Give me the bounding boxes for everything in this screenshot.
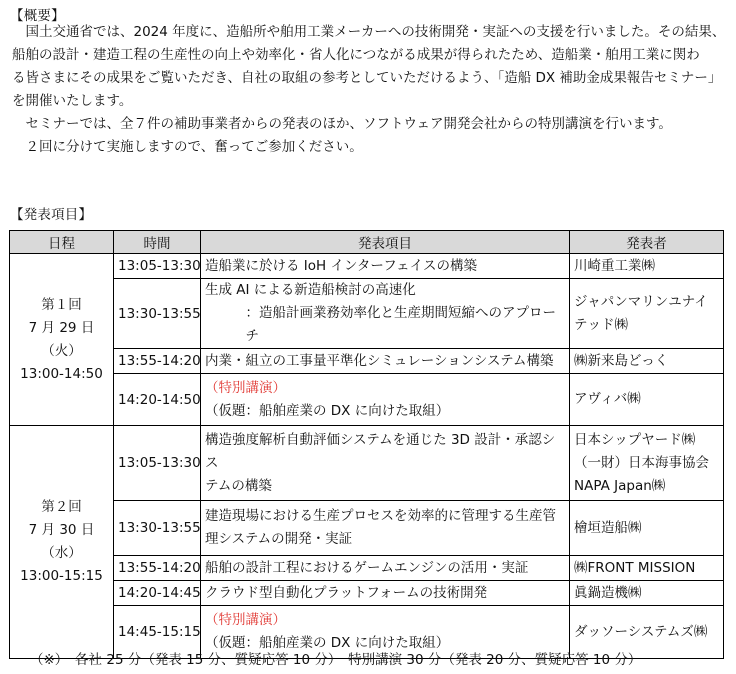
topic-line: （仮題：船舶産業の DX に向けた取組） [205,402,450,419]
overview-line: ２回に分けて実施しますので、奮ってご参加ください。 [25,139,363,155]
table-row [10,254,724,279]
time-cell: 13:05-13:30 [114,254,201,279]
presenter-cell [570,556,724,581]
topic-cell [201,349,570,374]
table-header-row [10,231,724,254]
topic-cell [201,279,570,349]
table-row [10,279,724,349]
topic-cell [201,501,570,556]
presenter-cell [570,279,724,349]
schedule-table [9,230,724,659]
session-hours: 13:00-14:50 [20,365,103,382]
topic-cell [201,426,570,501]
presenter-line: 川崎重工業㈱ [574,257,655,274]
presenter-cell [570,501,724,556]
topic-line: 生成 AI による新造船検討の高速化 [205,282,416,298]
presenter-line: NAPA Japan㈱ [574,477,666,494]
presenter-cell [570,426,724,501]
table-row [10,349,724,374]
overview-line: を開催いたします。 [12,93,133,109]
topic-cell [201,556,570,581]
presenter-line: アヴィバ㈱ [574,391,641,407]
session-cell [10,426,114,659]
header-topic: 発表項目 [201,231,570,254]
table-row [10,581,724,606]
table-row [10,556,724,581]
table-row [10,426,724,501]
presenter-cell [570,349,724,374]
header-time: 時間 [114,231,201,254]
time-cell: 13:05-13:30 [114,426,201,501]
time-cell: 13:30-13:55 [114,501,201,556]
topic-cell [201,254,570,279]
overview-line: セミナーでは、全７件の補助事業者からの発表のほか、ソフトウェア開発会社からの特別講演を行います。 [25,116,672,132]
time-cell: 13:55-14:20 [114,556,201,581]
time-cell: 14:20-14:45 [114,581,201,606]
overview-paragraph [12,21,728,159]
topic-line: 建造現場における生産プロセスを効率的に管理する生産管 [205,508,556,524]
topic-line: 内業・組立の工事量平準化シミュレーションシステム構築 [205,352,554,369]
topic-cell [201,581,570,606]
time-cell: 13:30-13:55 [114,279,201,349]
topic-subtitle: ：造船計画業務効率化と生産期間短縮へのアプローチ [245,305,556,344]
time-cell: 14:20-14:50 [114,374,201,426]
session-cell [10,254,114,426]
topic-cell [201,374,570,426]
header-presenter: 発表者 [570,231,724,254]
presenter-line: （一財）日本海事協会 [574,454,709,471]
presenter-cell [570,254,724,279]
topic-line: 造船業に於ける IoH インターフェイスの構築 [205,257,477,274]
session-label: 第２回 [41,499,82,515]
session-date: 7 月 30 日（水） [28,522,95,561]
special-lecture-label: （特別講演） [205,379,286,396]
topic-line: クラウド型自動化プラットフォームの技術開発 [205,584,488,601]
presenter-line: テッド㈱ [574,316,628,333]
presenter-line: ㈱新来島どっく [574,352,669,369]
topic-line: 構造強度解析自動評価システムを通じた 3D 設計・承認シス [205,431,556,471]
special-lecture-label: （特別講演） [205,612,286,628]
presenter-line: 日本シップヤード㈱ [574,431,696,448]
time-cell: 14:45-15:15 [114,606,201,659]
presenter-line: 眞鍋造機㈱ [574,584,642,601]
overview-line: る皆さまにその成果をご覧いただき、自社の取組の参考としていただけるよう、「造船 DX 補助金成果報告セミナー」 [12,70,722,86]
topic-line: 船舶の設計工程におけるゲームエンジンの活用・実証 [205,559,529,576]
topic-line: 理システムの開発・実証 [205,531,353,547]
header-date: 日程 [10,231,114,254]
topic-line: テムの構築 [205,477,272,494]
topic-line: （仮題：船舶産業の DX に向けた取組） [205,635,450,651]
session-hours: 13:00-15:15 [20,568,103,584]
presenter-cell [570,581,724,606]
presenter-line: ダッソーシステムズ㈱ [574,623,708,640]
presenter-cell [570,374,724,426]
overview-line: 国土交通省では、2024 年度に、造船所や舶用工業メーカーへの技術開発・実証への支援を行いました。その結果、 [25,24,726,40]
overview-line: 船舶の設計・建造工程の生産性の向上や効率化・省人化につながる成果が得られたため、造船業・舶用工業に関わ [12,47,700,63]
overview-heading: 【概要】 [10,8,65,24]
time-cell: 13:55-14:20 [114,349,201,374]
presenter-line: ジャパンマリンユナイ [574,293,708,310]
table-row [10,374,724,426]
presenter-line: ㈱FRONT MISSION [574,559,696,576]
presenter-line: 檜垣造船㈱ [574,519,642,536]
session-label: 第１回 [41,296,82,313]
schedule-heading: 【発表項目】 [10,207,93,223]
table-row [10,501,724,556]
session-date: 7 月 29 日（火） [28,319,95,359]
footnote: （※） 各社 25 分（発表 15 分、質疑応答 10 分） 特別講演 30 分（発表 20 分、質疑応答 10 分） [30,652,642,668]
